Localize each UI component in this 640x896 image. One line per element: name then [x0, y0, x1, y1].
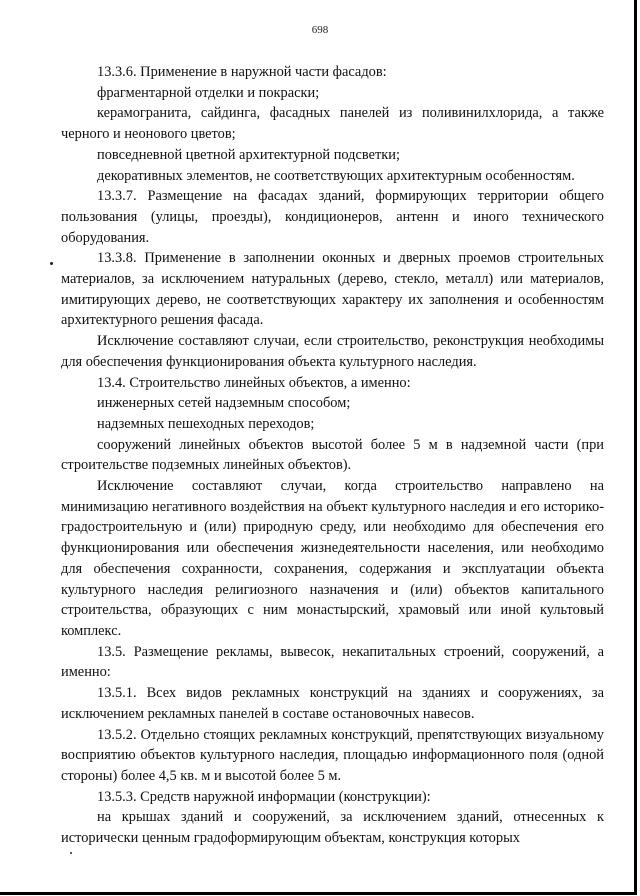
paragraph: повседневной цветной архитектурной подсветки;	[97, 146, 400, 163]
paragraph: Исключение составляют случаи, если строительство, реконструкция необходимы для обеспечения функционирования объекта культурного наследия.	[61, 333, 604, 370]
paragraph: надземных пешеходных переходов;	[97, 415, 315, 432]
paragraph: 13.5.3. Средств наружной информации (конструкции):	[97, 788, 431, 805]
paragraph: Исключение составляют случаи, когда строительство направлено на минимизацию негативного воздействия на объект культурного наследия и его историко-градостроительную и (или) природную среду, или необходимо для обеспечения его функционирования или обеспечения жизнедеятельности населения, или необходимо для обеспечения сохранности, сохранения, содержания и эксплуатации объекта культурного наследия религиозного назначения и (или) объектов капитального строительства, образующих с ним монастырский, храмовый или иной культовый комплекс.	[61, 478, 604, 639]
paragraph: инженерных сетей надземным способом;	[97, 395, 351, 412]
paragraph: фрагментарной отделки и покраски;	[97, 84, 320, 101]
page-number: 698	[311, 24, 329, 36]
paragraph: 13.3.6. Применение в наружной части фасадов:	[97, 64, 387, 80]
paragraph: 13.3.7. Размещение на фасадах зданий, формирующих территории общего пользования (улицы, проезды), кондиционеров, антенн и иного технического оборудования.	[61, 188, 604, 246]
paragraph: на крышах зданий и сооружений, за исключением зданий, отнесенных к исторически ценным градоформирующим объектам, конструкция которых	[61, 809, 604, 847]
paragraph: декоративных элементов, не соответствующих архитектурным особенностям.	[97, 167, 575, 184]
paragraph: керамогранита, сайдинга, фасадных панелей из поливинилхлорида, а также черного и неонового цветов;	[61, 105, 604, 143]
scan-speck	[70, 852, 72, 854]
paragraph: 13.5.1. Всех видов рекламных конструкций на зданиях и сооружениях, за исключением рекламных панелей в составе остановочных навесов.	[61, 685, 604, 722]
paragraph: 13.3.8. Применение в заполнении оконных и дверных проемов строительных материалов, за исключением натуральных (дерево, стекло, металл) или материалов, имитирующих дерево, не соответствующих характеру их заполнения и особенностям архитектурного решения фасада.	[61, 250, 604, 329]
paragraph: 13.5. Размещение рекламы, вывесок, некапитальных строений, сооружений, а именно:	[61, 643, 604, 681]
scan-speck	[50, 262, 53, 265]
paragraph: сооружений линейных объектов высотой более 5 м в надземной части (при строительстве подземных линейных объектов).	[61, 436, 604, 474]
paragraph: 13.5.2. Отдельно стоящих рекламных конструкций, препятствующих визуальному восприятию объектов культурного наследия, площадью информационного поля (одной стороны) более 4,5 кв. м и высотой более 5 м.	[61, 726, 604, 784]
document-body	[61, 62, 604, 849]
paragraph: 13.4. Строительство линейных объектов, а именно:	[97, 374, 411, 391]
